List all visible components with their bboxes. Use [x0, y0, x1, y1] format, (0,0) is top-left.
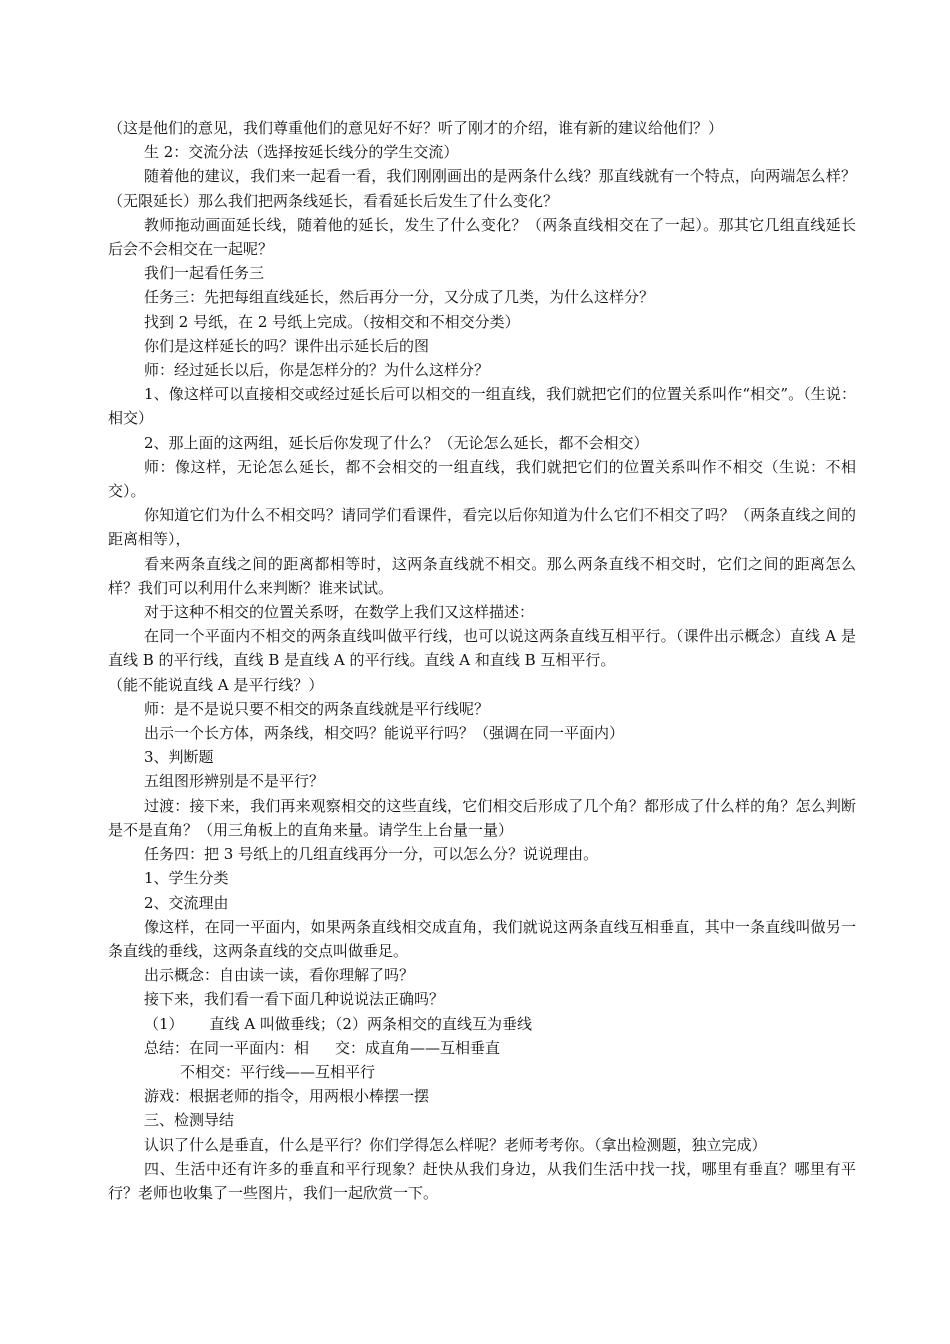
paragraph: 任务四：把 3 号纸上的几组直线再分一分，可以怎么分？说说理由。: [144, 845, 599, 864]
summary-line-1: [108, 1036, 856, 1060]
paragraph-list: [108, 116, 856, 1012]
paragraph: 对于这种不相交的位置关系呀，在数学上我们又这样描述：: [144, 603, 535, 622]
paragraph: 找到 2 号纸，在 2 号纸上完成。（按相交和不相交分类）: [144, 312, 520, 331]
paragraph: 你们是这样延长的吗？课件出示延长后的图: [144, 336, 430, 355]
paragraph: （能不能说直线 A 是平行线？）: [108, 675, 324, 694]
paragraph: 出示一个长方体，两条线，相交吗？能说平行吗？（强调在同一平面内）: [144, 724, 625, 743]
closing-paragraph-list: [108, 1084, 856, 1205]
summary-label: 总结：: [144, 1038, 190, 1057]
paragraph: 五组图形辨别是不是平行？: [144, 772, 325, 791]
paragraph: 2、那上面的这两组，延长后你发现了什么？（无论怎么延长，都不会相交）: [144, 433, 649, 452]
paragraph: 像这样，在同一平面内，如果两条直线相交成直角，我们就说这两条直线互相垂直，其中一条直线叫做另一条直线的垂线，这两条直线的交点叫做垂足。: [108, 917, 856, 960]
paragraph: 2、交流理由: [144, 893, 229, 912]
paragraph: 游戏：根据老师的指令，用两根小棒摆一摆: [144, 1087, 430, 1106]
paragraph: 过渡：接下来，我们再来观察相交的这些直线，它们相交后形成了几个角？都形成了什么样的角？怎么判断是不是直角？（用三角板上的直角来量。请学生上台量一量）: [108, 796, 856, 839]
paragraph: 四、生活中还有许多的垂直和平行现象？赶快从我们身边，从我们生活中找一找，哪里有垂直？哪里有平行？老师也收集了一些图片，我们一起欣赏一下。: [108, 1159, 856, 1202]
paragraph: 我们一起看任务三: [144, 264, 265, 283]
paragraph: 师：像这样，无论怎么延长，都不会相交的一组直线，我们就把它们的位置关系叫作不相交（生说：不相交）。: [108, 457, 856, 501]
statement-item1-number: （1）: [144, 1014, 184, 1033]
paragraph: 看来两条直线之间的距离都相等时，这两条直线就不相交。那么两条直线不相交时，它们之间的距离怎么样？我们可以利用什么来判断？谁来试试。: [108, 554, 856, 597]
paragraph: （这是他们的意见，我们尊重他们的意见好不好？听了刚才的介绍，谁有新的建议给他们？）: [108, 119, 724, 137]
paragraph: 在同一个平面内不相交的两条直线叫做平行线，也可以说这两条直线互相平行。（课件出示概念）直线 A 是直线 B 的平行线，直线 B 是直线 A 的平行线。直线 A 和直线 B 互相平行。: [108, 627, 856, 670]
paragraph: 三、检测导结: [144, 1111, 235, 1130]
paragraph: 任务三：先把每组直线延长，然后再分一分，又分成了几类，为什么这样分？: [144, 288, 655, 307]
statement-item2-text: （2）两条相交的直线互为垂线: [334, 1014, 532, 1033]
paragraph: 1、学生分类: [144, 869, 229, 888]
paragraph: 教师拖动画面延长线，随着他的延长，发生了什么变化？（两条直线相交在了一起）。那其它几组直线延长后会不会相交在一起呢？: [108, 215, 856, 259]
paragraph: 接下来，我们看一看下面几种说说法正确吗？: [144, 990, 445, 1009]
document-body: [108, 116, 856, 1205]
statement-item1-text: 直线 A 叫做垂线；: [209, 1014, 335, 1033]
summary-intersect-a: 在同一平面内：相: [189, 1038, 310, 1057]
paragraph: 出示概念：自由读一读，看你理解了吗？: [144, 966, 415, 985]
summary-intersect-b: 交：成直角——互相垂直: [335, 1038, 501, 1057]
paragraph: 师：经过延长以后，你是怎样分的？为什么这样分？: [144, 361, 490, 380]
statement-line: [108, 1012, 856, 1036]
paragraph: 生 2：交流分法（选择按延长线分的学生交流）: [144, 143, 459, 162]
paragraph: 师：是不是说只要不相交的两条直线就是平行线呢？: [144, 699, 490, 718]
summary-parallel: 不相交：平行线——互相平行: [180, 1062, 376, 1081]
paragraph: 你知道它们为什么不相交吗？请同学们看课件，看完以后你知道为什么它们不相交了吗？（两条直线之间的距离相等），: [108, 506, 856, 549]
paragraph: 认识了什么是垂直，什么是平行？你们学得怎么样呢？老师考考你。（拿出检测题，独立完成）: [144, 1135, 767, 1154]
paragraph: 随着他的建议，我们来一起看一看，我们刚刚画出的是两条什么线？那直线就有一个特点，向两端怎么样？（无限延长）那么我们把两条线延长，看看延长后发生了什么变化？: [108, 167, 856, 210]
paragraph: 3、判断题: [144, 748, 214, 767]
summary-line-2: [108, 1060, 856, 1084]
paragraph: 1、像这样可以直接相交或经过延长后可以相交的一组直线，我们就把它们的位置关系叫作“相交”。（生说：相交）: [108, 385, 856, 428]
